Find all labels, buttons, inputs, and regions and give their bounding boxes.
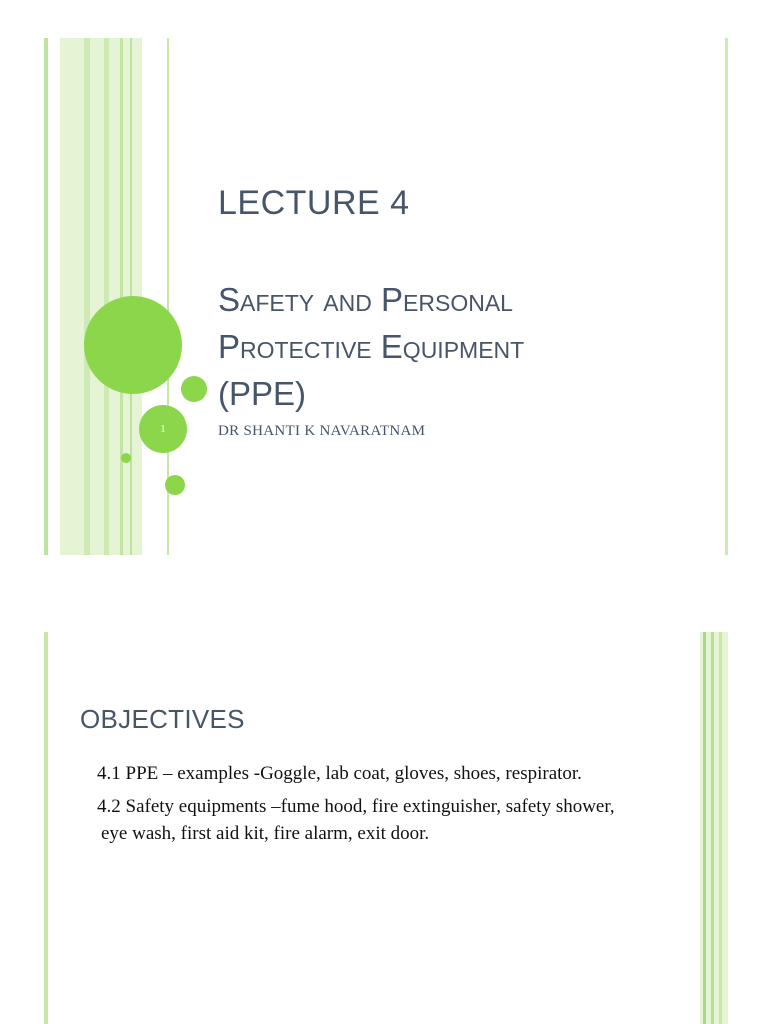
decor-circle-small bbox=[165, 475, 185, 495]
decor-stripe bbox=[703, 632, 706, 1024]
decor-stripe bbox=[44, 632, 48, 1024]
decor-stripe bbox=[84, 38, 90, 555]
objectives-list bbox=[97, 760, 617, 853]
subtitle-line: Safety and Personal bbox=[218, 281, 513, 318]
slide-number: 1 bbox=[160, 423, 166, 435]
decor-stripe bbox=[44, 38, 48, 555]
objectives-slide bbox=[44, 632, 728, 1024]
decor-stripe bbox=[711, 632, 714, 1024]
objective-item: 4.2 Safety equipments –fume hood, fire extinguisher, safety shower, eye wash, first aid kit, fire alarm, exit door. bbox=[97, 796, 615, 844]
lecture-title: LECTURE 4 bbox=[218, 184, 410, 222]
objective-item: 4.1 PPE – examples -Goggle, lab coat, gloves, shoes, respirator. bbox=[97, 763, 582, 784]
lecture-subtitle bbox=[218, 276, 718, 417]
decor-stripe bbox=[719, 632, 722, 1024]
objectives-title: OBJECTIVES bbox=[80, 704, 245, 734]
decor-stripe bbox=[725, 38, 728, 555]
decor-circle-medium bbox=[181, 376, 207, 402]
slide-number-badge bbox=[139, 405, 187, 453]
decor-circle-large bbox=[84, 296, 182, 394]
decor-circle-tiny bbox=[121, 453, 131, 463]
subtitle-line: (PPE) bbox=[218, 375, 307, 412]
title-slide bbox=[44, 38, 728, 555]
author-name: DR SHANTI K NAVARATNAM bbox=[218, 423, 426, 439]
subtitle-line: Protective Equipment bbox=[218, 328, 525, 365]
decor-stripe bbox=[104, 38, 109, 555]
